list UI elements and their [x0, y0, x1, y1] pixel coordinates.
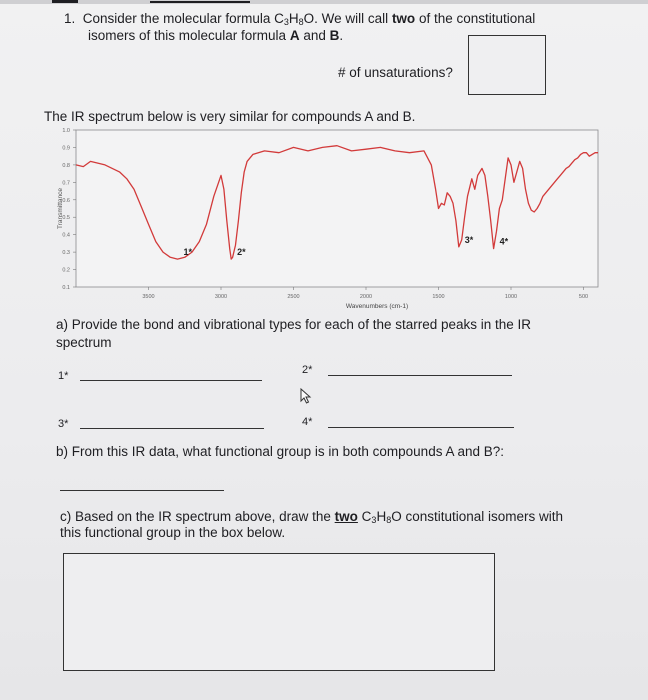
peak-2-answer-line[interactable] [328, 375, 512, 376]
y-axis-label: Transmittance [57, 188, 64, 229]
question-text: c) Based on the IR spectrum above, draw the [60, 509, 331, 524]
x-tick-label: 1500 [432, 294, 445, 300]
isomer-drawing-box[interactable] [63, 553, 495, 671]
functional-group-answer-line[interactable] [60, 490, 224, 491]
peak-star-label-2: 2* [237, 247, 246, 258]
question-text: of the constitutional [418, 11, 536, 26]
formula-subscript: 8 [298, 17, 304, 27]
question-text: . [339, 28, 344, 43]
part-a-line-1: a) Provide the bond and vibrational types for each of the starred peaks in the IR [56, 317, 532, 332]
x-tick-label: 2000 [359, 294, 373, 300]
formula-element: C [361, 509, 372, 524]
plot-frame [76, 130, 598, 287]
formula-subscript: 3 [371, 515, 377, 525]
y-tick-label: 0.2 [62, 267, 70, 274]
ir-caption: The IR spectrum below is very similar for compounds A and B. [44, 109, 416, 124]
y-tick-label: 0.8 [62, 162, 70, 169]
y-tick-label: 0.7 [62, 180, 70, 187]
emphasis-two-underlined: two [334, 509, 358, 524]
peak-star-label-4: 4* [499, 236, 509, 247]
emphasis-two: two [391, 11, 416, 26]
top-rule [150, 1, 250, 3]
y-tick-label: 0.3 [62, 250, 70, 257]
x-tick-label: 3000 [214, 294, 228, 300]
peak-4-label: 4* [302, 416, 313, 428]
question-1-line-2 [88, 27, 343, 44]
x-tick-label: 2500 [287, 294, 300, 300]
question-text: Consider the molecular formula C [82, 11, 284, 26]
unsaturations-answer-box[interactable] [468, 35, 546, 95]
part-c-line-2: this functional group in the box below. [60, 525, 286, 540]
y-tick-label: 0.9 [62, 145, 70, 152]
question-text: O constitutional isomers with [391, 509, 564, 524]
x-tick-label: 500 [578, 294, 589, 300]
top-dash [52, 0, 78, 3]
unsaturations-prompt: # of unsaturations? [338, 65, 453, 80]
y-tick-label: 0.6 [62, 197, 70, 204]
peak-star-label-1: 1* [183, 247, 193, 258]
x-tick-label: 3500 [142, 294, 155, 300]
question-text: and [303, 28, 326, 43]
y-tick-label: 0.1 [62, 285, 70, 291]
x-tick-label: 1000 [504, 294, 518, 300]
y-tick-label: 0.5 [62, 215, 70, 222]
peak-2-label: 2* [302, 364, 313, 376]
x-axis-label: Wavenumbers (cm-1) [345, 303, 409, 310]
peak-1-label: 1* [58, 370, 69, 382]
y-tick-label: 1.0 [62, 128, 70, 134]
peak-4-answer-line[interactable] [328, 427, 514, 428]
peak-3-answer-line[interactable] [80, 428, 264, 429]
part-b-question: b) From this IR data, what functional group is in both compounds A and B?: [56, 444, 505, 459]
compound-a-label: A [289, 28, 300, 43]
peak-star-label-3: 3* [464, 234, 474, 245]
question-number: 1. [64, 11, 76, 26]
formula-element: H [376, 509, 387, 524]
peak-3-label: 3* [58, 418, 69, 430]
formula-subscript: 8 [386, 515, 392, 525]
top-strip [0, 0, 648, 4]
y-tick-label: 0.4 [62, 232, 70, 239]
part-a-line-2: spectrum [56, 335, 112, 350]
peak-1-answer-line[interactable] [80, 380, 262, 381]
question-text: isomers of this molecular formula [88, 28, 287, 43]
ir-spectrum-chart [40, 120, 600, 310]
question-text: O. We will call [303, 11, 389, 26]
compound-b-label: B [329, 28, 340, 43]
mouse-cursor-icon [299, 388, 313, 404]
formula-element: H [288, 11, 299, 26]
formula-subscript: 3 [283, 17, 289, 27]
